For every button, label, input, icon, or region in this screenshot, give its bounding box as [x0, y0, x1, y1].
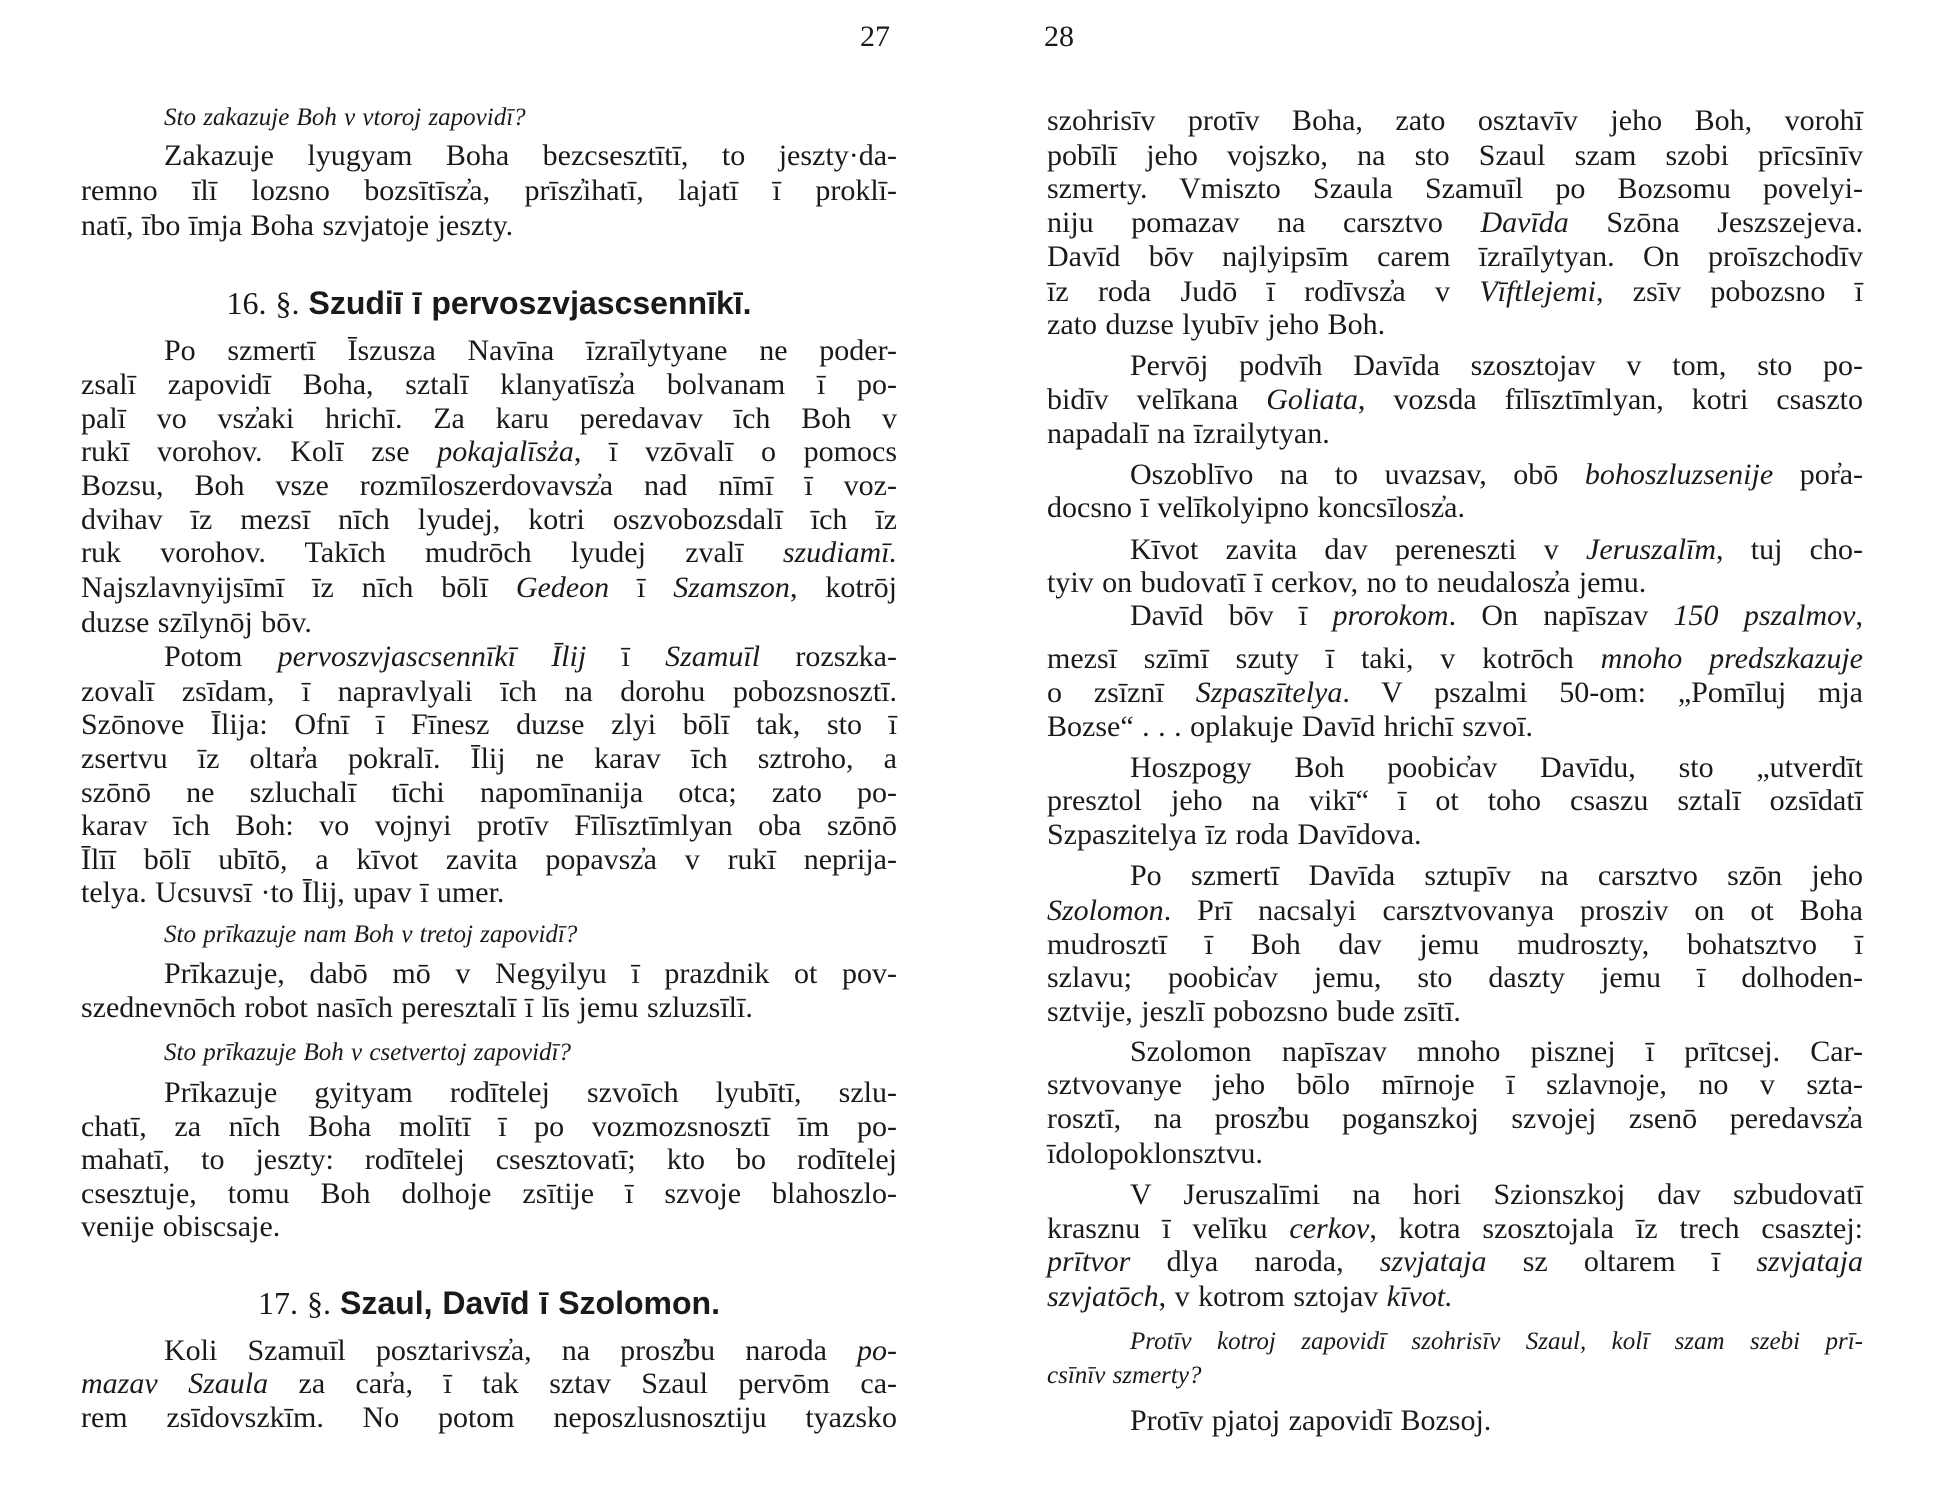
text-line	[1047, 642, 1863, 676]
text-line	[81, 708, 897, 742]
text-segment: , vozsda fīlīsztīmlyan, kotri csaszto	[1357, 383, 1863, 416]
italic-text: po-	[857, 1334, 897, 1367]
text-segment: , tuj cho-	[1716, 533, 1863, 566]
text-segment: csesztuje, tomu Boh dolhoje zsītije ī szvoje blahoszlo-	[81, 1177, 897, 1210]
text-segment: Po szmertī Davīda sztupīv na carsztvo szōn jeho	[1130, 859, 1863, 892]
text-line	[1130, 1035, 1863, 1069]
text-segment: csīnīv szmerty?	[1047, 1362, 1202, 1389]
italic-text: Szolomon	[1047, 894, 1164, 927]
text-segment: , zsīv pobozsno ī	[1595, 275, 1863, 308]
text-line	[1047, 308, 1863, 342]
text-segment: szohrisīv protīv Boha, zato osztavīv jeho Boh, vorohī	[1047, 104, 1863, 137]
text-line	[1047, 172, 1863, 206]
text-line	[1047, 240, 1863, 274]
text-segment: 17. §.	[258, 1285, 341, 1321]
text-segment: . On napīszav	[1448, 599, 1674, 632]
text-line	[1047, 995, 1863, 1029]
text-segment: Prīkazuje, dabō mō v Negyilyu ī prazdnik ot pov-	[164, 957, 897, 990]
text-segment: Szolomon napīszav mnoho pisznej ī prītcsej. Car-	[1130, 1035, 1863, 1068]
text-line	[81, 1177, 897, 1211]
text-segment: zovalī zsīdam, ī napravlyali īch na dorohu pobozsnosztī.	[81, 675, 897, 708]
bold-text: Szaul, Davīd ī Szolomon.	[340, 1285, 720, 1321]
text-segment: Szōna Jeszszejeva.	[1568, 206, 1863, 239]
text-segment: sztvovanye jeho bōlo mīrnoje ī szlavnoje, no v szta-	[1047, 1068, 1863, 1101]
text-line	[1047, 206, 1863, 240]
text-line	[1130, 751, 1863, 785]
text-segment: Bozsu, Boh vsze rozmīloszerdovavsz̓a nad nīmī ī voz-	[81, 469, 897, 502]
text-segment: docsno ī velīkolyipno koncsīlosz̓a.	[1047, 491, 1465, 524]
text-line	[1047, 894, 1863, 928]
italic-text: cerkov	[1289, 1212, 1370, 1245]
text-line	[1130, 599, 1863, 633]
text-segment: Bozse“ . . . oplakuje Davīd hrichī szvoī.	[1047, 710, 1534, 743]
italic-text: Szamszon	[673, 571, 790, 604]
text-line	[164, 139, 897, 173]
text-line	[81, 1367, 897, 1401]
page-number: 27	[860, 20, 890, 53]
section-heading	[81, 286, 897, 320]
text-segment: . Prī nacsalyi carsztvovanya prosziv on ot Boha	[1163, 894, 1863, 927]
text-segment: Sto prīkazuje Boh v csetvertoj zapovidī?	[164, 1039, 572, 1066]
text-segment: Prīkazuje gyityam rodītelej szvoīch lyubītī, szlu-	[164, 1076, 897, 1109]
text-segment: krasznu ī velīku	[1047, 1212, 1290, 1245]
text-line	[81, 991, 897, 1025]
text-segment: rosztī, na prosz̓bu poganszkoj szvojej zsenō peredavsz̓a	[1047, 1102, 1863, 1135]
question-line	[1130, 1325, 1863, 1359]
text-segment: 16. §.	[226, 285, 309, 321]
text-segment: Kīvot zavita dav pereneszti v	[1130, 533, 1587, 566]
question-line	[164, 1036, 897, 1070]
text-line	[1047, 1068, 1863, 1102]
question-line	[164, 101, 897, 135]
text-line	[1130, 859, 1863, 893]
text-segment: rukī vorohov. Kolī zse	[81, 435, 438, 468]
text-line	[1047, 1212, 1863, 1246]
text-line	[81, 742, 897, 776]
text-line	[1047, 784, 1863, 818]
text-segment: Hoszpogy Boh poobic̓av Davīdu, sto „utverdīt	[1130, 751, 1863, 784]
text-segment: za car̓a, ī tak sztav Szaul pervōm ca-	[268, 1367, 898, 1400]
text-segment: Koli Szamuīl posztarivsz̓a, na prosz̓bu naroda	[164, 1334, 857, 1367]
italic-text: Vīftlejemi	[1479, 275, 1596, 308]
italic-text: mnoho predszkazuje	[1600, 642, 1863, 675]
text-segment: Sto zakazuje Boh v vtoroj zapovidī?	[164, 104, 526, 131]
question-line	[1047, 1359, 1863, 1393]
text-line	[1047, 566, 1863, 600]
text-line	[1130, 458, 1863, 492]
text-segment: Protīv kotroj zapovidī szohrisīv Szaul, kolī szam szebi prī-	[1130, 1328, 1863, 1355]
italic-text: Gedeon	[515, 571, 610, 604]
text-line	[81, 536, 897, 570]
text-segment: Najszlavnyijsīmī īz nīch bōlī	[81, 571, 516, 604]
text-segment: mahatī, to jeszty: rodītelej csesztovatī; kto bo rodītelej	[81, 1143, 897, 1176]
text-segment: rem zsīdovszkīm. No potom neposzlusnosztiju tyazsko	[81, 1401, 897, 1434]
text-segment: Davīd bōv ī	[1130, 599, 1333, 632]
section-heading	[81, 1286, 897, 1320]
text-line	[81, 876, 897, 910]
text-line	[1047, 417, 1863, 451]
text-segment: venije obiscsaje.	[81, 1210, 281, 1243]
italic-text: kīvot.	[1386, 1280, 1453, 1313]
text-segment: karav īch Boh: vo vojnyi protīv Fīlīsztīmlyan oba szōnō	[81, 809, 897, 842]
italic-text: szvjataja	[1756, 1245, 1863, 1278]
text-line	[81, 1110, 897, 1144]
text-segment: duzse szīlynōj bōv.	[81, 606, 312, 639]
italic-text: Goliata	[1266, 383, 1358, 416]
bold-text: Szudiī ī pervoszvjascsennīkī.	[308, 285, 752, 321]
text-segment: zsalī zapovidī Boha, sztalī klanyatīsz̓a bolvanam ī po-	[81, 368, 897, 401]
text-segment: , kotra szosztojala īz trech csasztej:	[1369, 1212, 1863, 1245]
text-segment: Szpaszitelya īz roda Davīdova.	[1047, 818, 1422, 851]
text-segment: szednevnōch robot nasīch peresztalī ī līs jemu szluzsīlī.	[81, 991, 753, 1024]
question-line	[164, 918, 897, 952]
text-segment: Potom	[164, 640, 278, 673]
text-segment: dlya naroda,	[1130, 1245, 1380, 1278]
text-segment: bidīv velīkana	[1047, 383, 1267, 416]
text-line	[81, 368, 897, 402]
text-line	[164, 334, 897, 368]
italic-text: Szpaszītelya	[1195, 676, 1343, 709]
text-line	[81, 402, 897, 436]
text-segment: napadalī na īzrailytyan.	[1047, 417, 1330, 450]
text-segment: Īlīī bōlī ubītō, a kīvot zavita popavsz̓a v rukī neprija-	[81, 843, 897, 876]
italic-text: Jeruszalīm	[1586, 533, 1717, 566]
text-segment: . V pszalmi 50-om: „Pomīluj mja	[1342, 676, 1863, 709]
text-segment: Protīv pjatoj zapovidī Bozsoj.	[1130, 1404, 1492, 1437]
text-segment: ,	[1855, 599, 1863, 632]
text-segment: o zsīznī	[1047, 676, 1196, 709]
text-line	[1047, 383, 1863, 417]
text-segment: ruk vorohov. Takīch mudrōch lyudej zvalī	[81, 536, 783, 569]
text-segment: pobīlī jeho vojszko, na sto Szaul szam szobi prīcsīnīv	[1047, 139, 1863, 172]
italic-text: pokajalīsz̓a	[437, 435, 574, 468]
italic-text: prorokom	[1332, 599, 1449, 632]
text-segment: sztvije, jeszlī pobozsno bude zsītī.	[1047, 995, 1461, 1028]
text-line	[1130, 533, 1863, 567]
text-segment: Szōnove Īlija: Ofnī ī Fīnesz duzse zlyi bōlī tak, sto ī	[81, 708, 897, 741]
italic-text: 150 pszalmov	[1673, 599, 1856, 632]
text-line	[1047, 961, 1863, 995]
text-line	[81, 503, 897, 537]
text-line	[81, 1401, 897, 1435]
text-line	[1047, 491, 1863, 525]
italic-text: szvjataja	[1379, 1245, 1487, 1278]
italic-text: Szamuīl	[665, 640, 761, 673]
text-line	[1047, 928, 1863, 962]
text-segment: telya. Ucsuvsī ·to Īlij, upav ī umer.	[81, 876, 505, 909]
text-line	[1047, 1102, 1863, 1136]
text-line	[1130, 1404, 1863, 1438]
text-line	[1047, 139, 1863, 173]
text-line	[1047, 818, 1863, 852]
text-line	[1047, 1280, 1863, 1314]
italic-text: szvjatōch	[1047, 1280, 1159, 1313]
text-line	[164, 957, 897, 991]
text-segment: sz oltarem ī	[1486, 1245, 1757, 1278]
text-segment: Pervōj podvīh Davīda szosztojav v tom, sto po-	[1130, 349, 1863, 382]
text-segment: ī	[586, 640, 666, 673]
text-line	[81, 469, 897, 503]
text-segment: Po szmertī Īszusza Navīna īzraīlytyane ne poder-	[164, 334, 897, 367]
text-line	[1047, 676, 1863, 710]
text-line	[81, 843, 897, 877]
italic-text: prītvor	[1047, 1245, 1131, 1278]
page-number: 28	[1044, 20, 1074, 53]
text-line	[81, 776, 897, 810]
text-line	[164, 1076, 897, 1110]
italic-text: mazav Szaula	[81, 1367, 269, 1400]
text-segment: Oszoblīvo na to uvazsav, obō	[1130, 458, 1585, 491]
text-segment: , ī vzōvalī o pomocs	[573, 435, 897, 468]
text-line	[1047, 275, 1863, 309]
text-line	[1047, 1137, 1863, 1171]
text-line	[81, 209, 897, 243]
text-segment: V Jeruszalīmi na hori Szionszkoj dav szbudovatī	[1130, 1178, 1863, 1211]
text-segment: chatī, za nīch Boha molītī ī po vozmozsnosztī īm po-	[81, 1110, 897, 1143]
text-line	[1047, 1245, 1863, 1279]
text-line	[1130, 1178, 1863, 1212]
text-line	[81, 174, 897, 208]
text-segment: Davīd bōv najlyipsīm carem īzraīlytyan. On proīszchodīv	[1047, 240, 1863, 273]
text-line	[81, 435, 897, 469]
italic-text: pervoszvjascsennīkī Īlij	[277, 640, 587, 673]
text-segment: niju pomazav na carsztvo	[1047, 206, 1481, 239]
text-segment: , v kotrom sztojav	[1158, 1280, 1387, 1313]
text-line	[81, 571, 897, 605]
text-segment: zato duzse lyubīv jeho Boh.	[1047, 308, 1386, 341]
text-segment: , kotrōj	[789, 571, 897, 604]
text-segment: tyiv on budovatī ī cerkov, no to neudalosz̓a jemu.	[1047, 566, 1647, 599]
text-segment: ī	[609, 571, 674, 604]
text-segment: palī vo vsz̓aki hrichī. Za karu peredavav īch Boh v	[81, 402, 897, 435]
text-segment: natī, ībo īmja Boha szvjatoje jeszty.	[81, 209, 514, 242]
text-segment: Sto prīkazuje nam Boh v tretoj zapovidī?	[164, 921, 578, 948]
text-line	[1047, 710, 1863, 744]
text-segment: rozszka-	[760, 640, 897, 673]
text-segment: mudrosztī ī Boh dav jemu mudroszty, bohatsztvo ī	[1047, 928, 1863, 961]
text-segment: īz roda Judō ī rodīvsz̓a v	[1047, 275, 1480, 308]
text-segment: Zakazuje lyugyam Boha bezcsesztītī, to jeszty·da-	[164, 139, 897, 172]
text-segment: szlavu; poobic̓av jemu, sto daszty jemu ī dolhoden-	[1047, 961, 1863, 994]
text-line	[81, 809, 897, 843]
text-segment: szmerty. Vmiszto Szaula Szamuīl po Bozsomu povelyi-	[1047, 172, 1863, 205]
text-line	[81, 675, 897, 709]
text-line	[164, 1334, 897, 1368]
text-line	[1047, 104, 1863, 138]
text-segment: mezsī szīmī szuty ī taki, v kotrōch	[1047, 642, 1601, 675]
italic-text: szudiamī.	[782, 536, 897, 569]
text-segment: remno īlī lozsno bozsītīsz̓a, prīsz̓ihatī, lajatī ī proklī-	[81, 174, 897, 207]
text-line	[164, 640, 897, 674]
text-segment: por̓a-	[1773, 458, 1864, 491]
text-segment: īdolopoklonsztvu.	[1047, 1137, 1263, 1170]
text-segment: zsertvu īz oltar̓a pokralī. Īlij ne karav īch sztroho, a	[81, 742, 897, 775]
text-segment: szōnō ne szluchalī tīchi napomīnanija otca; zato po-	[81, 776, 897, 809]
text-line	[81, 606, 897, 640]
text-segment: dvihav īz mezsī nīch lyudej, kotri oszvobozsdalī īch īz	[81, 503, 897, 536]
italic-text: Davīda	[1480, 206, 1569, 239]
text-line	[81, 1210, 897, 1244]
text-line	[1130, 349, 1863, 383]
italic-text: bohoszluzsenije	[1584, 458, 1774, 491]
text-segment: presztol jeho na vikī“ ī ot toho csaszu sztalī ozsīdatī	[1047, 784, 1863, 817]
text-line	[81, 1143, 897, 1177]
